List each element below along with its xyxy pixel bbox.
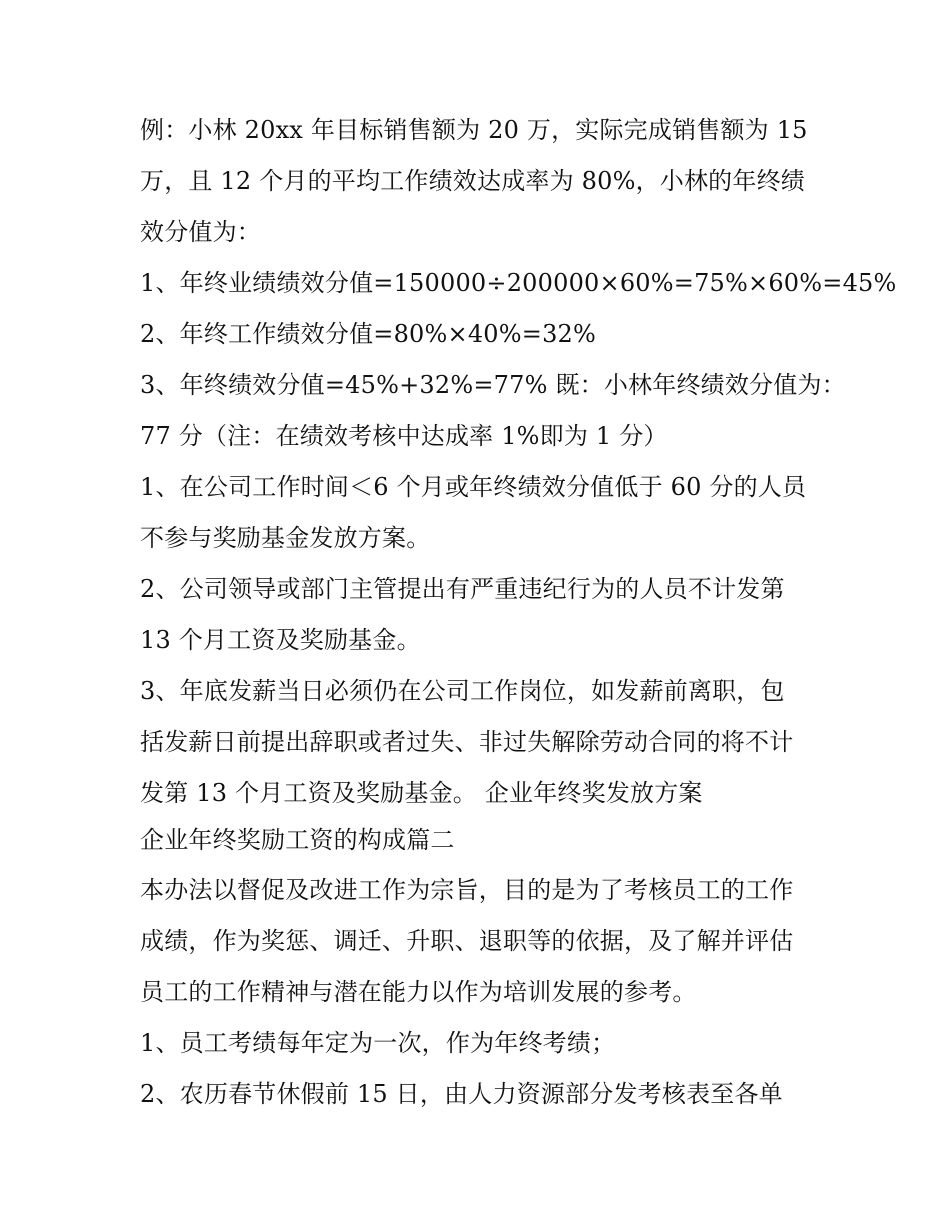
text-line: 不参与奖励基金发放方案。 — [140, 524, 431, 552]
text-line: 77 分（注：在绩效考核中达成率 1%即为 1 分） — [140, 422, 668, 450]
text-line: 3、年底发薪当日必须仍在公司工作岗位，如发薪前离职，包 — [140, 677, 785, 705]
text-line: 2、年终工作绩效分值=80%×40%=32% — [140, 320, 597, 348]
text-line: 3、年终绩效分值=45%+32%=77% 既：小林年终绩效分值为： — [140, 371, 846, 399]
text-line: 13 个月工资及奖励基金。 — [140, 626, 421, 654]
text-line: 效分值为： — [140, 218, 261, 246]
text-line: 本办法以督促及改进工作为宗旨，目的是为了考核员工的工作 — [140, 876, 794, 904]
text-line: 1、员工考绩每年定为一次，作为年终考绩； — [140, 1029, 616, 1057]
text-line: 成绩，作为奖惩、调迁、升职、退职等的依据，及了解并评估 — [140, 927, 794, 955]
text-line: 发第 13 个月工资及奖励基金。 企业年终奖发放方案 — [140, 779, 703, 807]
text-line: 万，且 12 个月的平均工作绩效达成率为 80%，小林的年终绩 — [140, 167, 805, 195]
text-line: 2、公司领导或部门主管提出有严重违纪行为的人员不计发第 — [140, 575, 785, 603]
section-heading: 企业年终奖励工资的构成篇二 — [140, 826, 455, 854]
text-line: 2、农历春节休假前 15 日，由人力资源部分发考核表至各单 — [140, 1080, 783, 1108]
text-line: 例：小林 20xx 年目标销售额为 20 万，实际完成销售额为 15 — [140, 116, 808, 144]
text-line: 括发薪日前提出辞职或者过失、非过失解除劳动合同的将不计 — [140, 728, 794, 756]
text-line: 1、在公司工作时间＜6 个月或年终绩效分值低于 60 分的人员 — [140, 473, 807, 501]
text-line: 员工的工作精神与潜在能力以作为培训发展的参考。 — [140, 978, 697, 1006]
text-line: 1、年终业绩绩效分值=150000÷200000×60%=75%×60%=45% — [140, 269, 897, 297]
